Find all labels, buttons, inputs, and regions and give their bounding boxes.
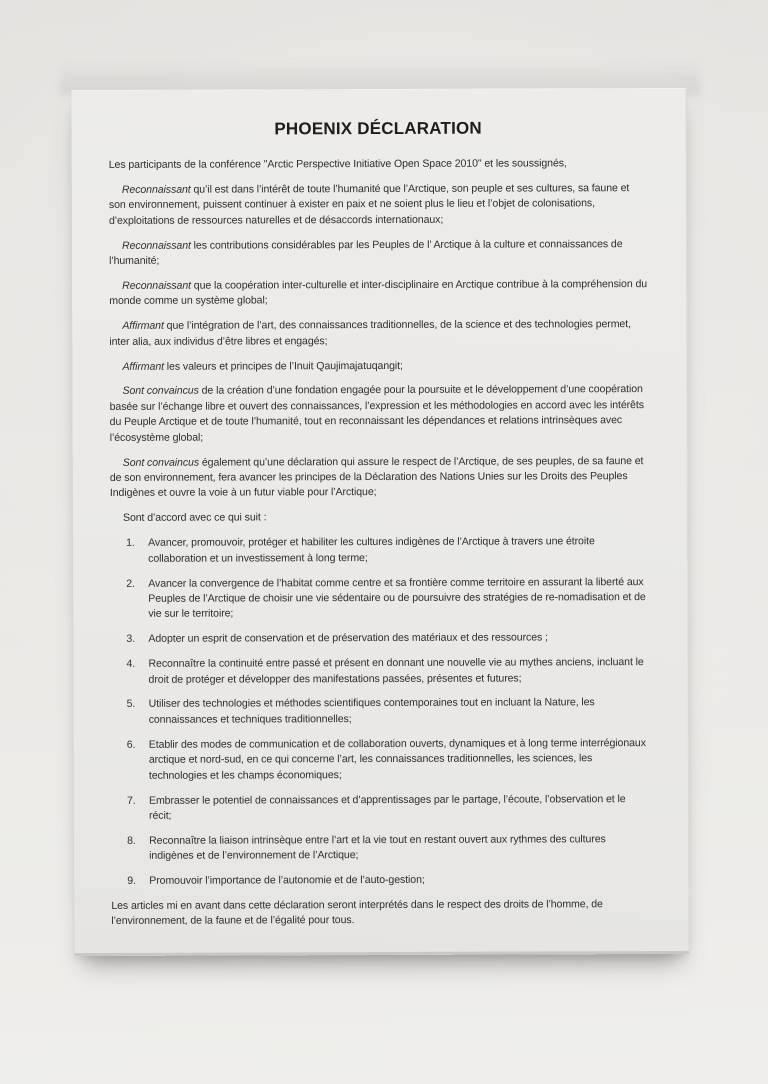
preamble-paragraph: [109, 358, 648, 375]
preamble-paragraph: [109, 317, 648, 350]
preamble-lead: Reconnaissant: [121, 183, 191, 196]
article-number: 2.: [126, 577, 135, 590]
article-text: Reconnaître la continuité entre passé et présent en donnant une nouvelle vie au mythes anciens, incluant le droit de protéger et développer des manifestations passées, présentes et futures;: [148, 656, 644, 686]
preamble-paragraph: [109, 181, 648, 229]
article-text: Avancer, promouvoir, protéger et habiliter les cultures indigènes de l’Arctique à travers une étroite collaboration et un investissement à long terme;: [148, 535, 595, 565]
preamble-lead: Affirmant: [122, 360, 164, 373]
article-item: [127, 872, 650, 889]
article-text: Adopter un esprit de conservation et de préservation des matériaux et des ressources ;: [148, 631, 548, 646]
preamble-text: les contributions considérables par les Peuples de l’ Arctique à la culture et connaissances de l’humanité;: [109, 237, 623, 267]
article-text: Etablir des modes de communication et de collaboration ouverts, dynamiques et à long terme interrégionaux arctique et nord-sud, en ce qui concerne l’art, les connaissances traditionnelles, les sciences, les technologies et les champs économiques;: [148, 736, 646, 782]
preamble-lead: Sont convaincus: [122, 385, 199, 398]
article-text: Avancer la convergence de l’habitat comme centre et sa frontière comme territoire en assurant la liberté aux Peuples de l’Arctique de choisir une vie sédentaire ou de poursuivre des stratégies de re-nomadisation et de vie sur le territoire;: [148, 575, 646, 621]
preamble-text: qu’il est dans l’intérêt de toute l’humanité que l’Arctique, son peuple et ses cultures, sa faune et son environnement, puissent continuer à exister en paix et ne soient plus le lieu et l’objet de colonisations, d’exploitations de ressources naturelles et de désaccords internationaux;: [108, 182, 630, 227]
preamble-text: les valeurs et principes de l’Inuit Qaujimajatuqangit;: [163, 359, 403, 373]
preamble-text: que la coopération inter-culturelle et inter-disciplinaire en Arctique contribue à la compréhension du monde comme un système global;: [109, 278, 648, 308]
preamble-lead: Affirmant: [122, 320, 164, 333]
article-item: [127, 832, 650, 865]
articles-list: [110, 534, 650, 889]
poster-title: PHOENIX DÉCLARATION: [274, 118, 482, 139]
article-number: 5.: [126, 698, 136, 711]
preamble-paragraph: [110, 454, 649, 502]
preamble-text: de la création d’une fondation engagée pour la poursuite et le développement d’une coopération basée sur l’échange libre et ouvert des connaissances, l’expression et les méthodologies en accord avec les intérêts du Peuple Arctique et de toute l’humanité, tout en reconnaissant les dépendances et relations intrinsèques avec l’écosystème global;: [109, 383, 644, 444]
preamble-text: que l’intégration de l’art, des connaissances traditionnelles, de la science et des technologies permet, inter alia, aux individus d’être libres et engagés;: [109, 318, 631, 348]
article-item: [126, 575, 649, 623]
preamble-lead: Reconnaissant: [122, 239, 191, 252]
article-number: 4.: [126, 658, 136, 671]
agreement-intro: Sont d’accord avec ce qui suit :: [122, 511, 267, 525]
article-item: [127, 696, 650, 729]
article-item: [126, 534, 649, 567]
article-number: 9.: [127, 874, 136, 888]
closing-paragraph: Les articles mi en avant dans cette déclaration seront interprétés dans le respect des droits de l’homme, de l’environnement, de la faune et de l’égalité pour tous.: [111, 898, 603, 928]
article-item: [127, 736, 650, 784]
preamble-text: également qu’une déclaration qui assure le respect de l’Arctique, de ses peuples, de sa faune et de son environnement, fera avancer les principes de la Déclaration des Nations Unies sur les Droits des Peuples Indigènes et ouvre la voie à un futur viable pour l’Arctique;: [109, 454, 644, 500]
intro-paragraph: Les participants de la conférence "Arctic Perspective Initiative Open Space 2010" et les soussignés,: [108, 157, 567, 171]
article-item: [127, 792, 650, 825]
article-number: 8.: [127, 834, 136, 847]
article-text: Promouvoir l’importance de l’autonomie et de l’auto-gestion;: [149, 873, 425, 887]
article-number: 7.: [126, 794, 136, 807]
declaration-poster: [71, 89, 689, 956]
preamble-paragraph: [109, 277, 648, 310]
article-text: Utiliser des technologies et méthodes scientifiques contemporaines tout en incluant la Nature, les connaissances et techniques traditionnelles;: [148, 696, 595, 726]
preamble-paragraph: [110, 383, 649, 447]
article-number: 6.: [126, 738, 136, 751]
article-text: Reconnaître la liaison intrinsèque entre l’art et la vie tout en restant ouvert aux rythmes des cultures indigènes et de l’environnement de l’Arctique;: [149, 833, 606, 863]
preamble-lead: Reconnaissant: [122, 279, 191, 292]
preamble-lead: Sont convaincus: [122, 456, 200, 469]
article-item: [126, 655, 649, 688]
preamble-paragraph: [109, 237, 648, 270]
article-item: [126, 630, 649, 647]
article-number: 1.: [126, 537, 135, 550]
article-text: Embrasser le potentiel de connaissances et d’apprentissages par le partage, l’écoute, l’observation et le récit;: [148, 792, 626, 822]
article-number: 3.: [126, 633, 136, 646]
